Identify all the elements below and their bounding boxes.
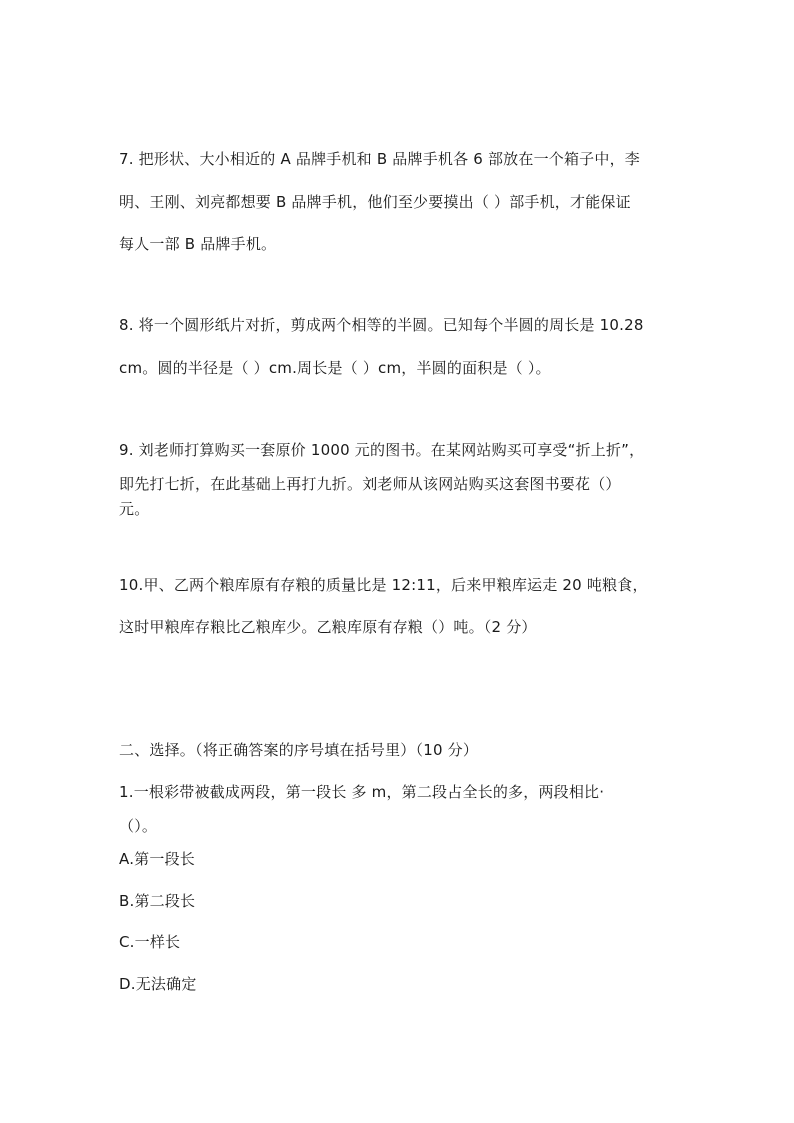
question-10-line-2: 这时甲粮库存粮比乙粮库少。乙粮库原有存粮（）吨。（2 分）: [119, 618, 537, 636]
choice-question-1-line-1: 1.一根彩带被截成两段，第一段长 多 m，第二段占全长的多，两段相比·: [119, 783, 605, 801]
question-7-line-1: 7. 把形状、大小相近的 A 品牌手机和 B 品牌手机各 6 部放在一个箱子中，李: [119, 150, 640, 168]
section-2-heading: 二、选择。（将正确答案的序号填在括号里）（10 分）: [119, 741, 479, 759]
choice-option-d: D.无法确定: [119, 975, 197, 993]
choice-option-b: B.第二段长: [119, 892, 196, 910]
question-8-line-2: cm。圆的半径是（ ）cm.周长是（ ）cm，半圆的面积是（ ）。: [119, 359, 551, 377]
choice-option-a: A.第一段长: [119, 850, 195, 868]
question-9-line-1: 9. 刘老师打算购买一套原价 1000 元的图书。在某网站购买可享受“折上折”，: [119, 441, 645, 459]
choice-option-c: C.一样长: [119, 933, 181, 951]
question-7-line-3: 每人一部 B 品牌手机。: [119, 235, 277, 253]
question-9-line-3: 元。: [119, 500, 150, 518]
choice-question-1-line-2: （）。: [119, 817, 158, 835]
question-7-line-2: 明、王刚、刘亮都想要 B 品牌手机，他们至少要摸出（ ）部手机，才能保证: [119, 193, 631, 211]
question-10-line-1: 10.甲、乙两个粮库原有存粮的质量比是 12:11，后来甲粮库运走 20 吨粮食，: [119, 576, 648, 594]
question-9-line-2: 即先打七折，在此基础上再打九折。刘老师从该网站购买这套图书要花（）: [119, 475, 621, 493]
question-8-line-1: 8. 将一个圆形纸片对折，剪成两个相等的半圆。已知每个半圆的周长是 10.28: [119, 316, 644, 334]
